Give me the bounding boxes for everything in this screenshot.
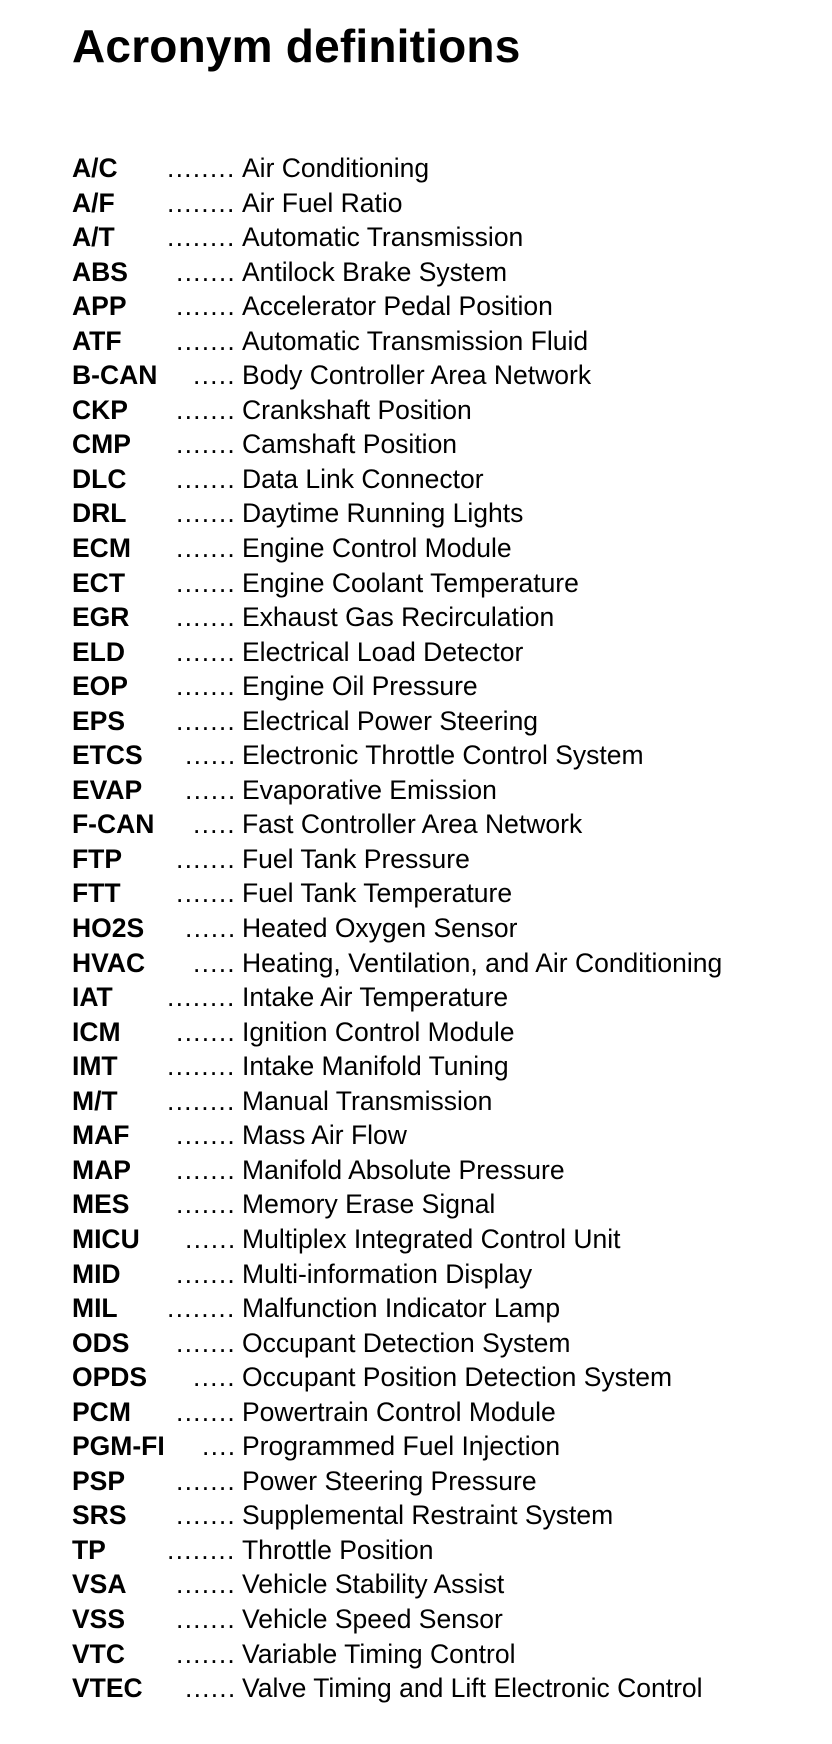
acronym-term: ABS bbox=[72, 256, 128, 287]
acronym-term: APP bbox=[72, 291, 127, 322]
dot-leader: ....... bbox=[176, 567, 236, 598]
acronym-row bbox=[72, 842, 812, 877]
acronym-term: PCM bbox=[72, 1396, 131, 1427]
acronym-row bbox=[72, 1533, 812, 1568]
acronym-row bbox=[72, 1049, 812, 1084]
acronym-definition: Fuel Tank Temperature bbox=[242, 878, 513, 909]
acronym-term: VTC bbox=[72, 1638, 125, 1669]
acronym-term: HO2S bbox=[72, 913, 145, 944]
acronym-row bbox=[72, 1187, 812, 1222]
acronym-term: MAP bbox=[72, 1154, 131, 1185]
acronym-row bbox=[72, 911, 812, 946]
acronym-definition: Daytime Running Lights bbox=[242, 498, 524, 529]
dot-leader: ....... bbox=[176, 1189, 236, 1220]
acronym-term: FTT bbox=[72, 878, 121, 909]
acronym-definition: Camshaft Position bbox=[242, 429, 458, 460]
acronym-row bbox=[72, 393, 812, 428]
dot-leader: ........ bbox=[167, 222, 236, 253]
dot-leader: ....... bbox=[176, 325, 236, 356]
acronym-row bbox=[72, 669, 812, 704]
dot-leader: ....... bbox=[176, 256, 236, 287]
acronym-definition: Valve Timing and Lift Electronic Control bbox=[242, 1673, 703, 1704]
acronym-definition: Occupant Position Detection System bbox=[242, 1362, 673, 1393]
acronym-term: ODS bbox=[72, 1327, 130, 1358]
acronym-row bbox=[72, 427, 812, 462]
dot-leader: ....... bbox=[176, 1327, 236, 1358]
acronym-definition: Throttle Position bbox=[242, 1534, 434, 1565]
acronym-term: B-CAN bbox=[72, 360, 158, 391]
acronym-definition: Engine Coolant Temperature bbox=[242, 567, 579, 598]
acronym-definition: Accelerator Pedal Position bbox=[242, 291, 553, 322]
acronym-row bbox=[72, 807, 812, 842]
acronym-row bbox=[72, 704, 812, 739]
acronym-definition: Memory Erase Signal bbox=[242, 1189, 496, 1220]
dot-leader: ...... bbox=[185, 740, 237, 771]
dot-leader: ....... bbox=[176, 636, 236, 667]
acronym-definition: Electronic Throttle Control System bbox=[242, 740, 644, 771]
acronym-row bbox=[72, 876, 812, 911]
dot-leader: ...... bbox=[185, 774, 237, 805]
acronym-row bbox=[72, 1257, 812, 1292]
acronym-term: IAT bbox=[72, 982, 113, 1013]
acronym-row bbox=[72, 1015, 812, 1050]
acronym-definition: Intake Air Temperature bbox=[242, 982, 509, 1013]
acronym-row bbox=[72, 1222, 812, 1257]
acronym-term: EPS bbox=[72, 705, 126, 736]
acronym-row bbox=[72, 946, 812, 981]
dot-leader: ..... bbox=[193, 809, 236, 840]
dot-leader: ....... bbox=[176, 463, 236, 494]
acronym-row bbox=[72, 1498, 812, 1533]
acronym-definition: Ignition Control Module bbox=[242, 1016, 515, 1047]
acronym-definition: Vehicle Speed Sensor bbox=[242, 1603, 503, 1634]
acronym-term: MIL bbox=[72, 1293, 118, 1324]
acronym-definition: Fast Controller Area Network bbox=[242, 809, 583, 840]
acronym-definition: Automatic Transmission bbox=[242, 222, 524, 253]
acronym-definition: Data Link Connector bbox=[242, 463, 484, 494]
acronym-term: TP bbox=[72, 1534, 106, 1565]
acronym-definition: Automatic Transmission Fluid bbox=[242, 325, 589, 356]
acronym-definition: Engine Oil Pressure bbox=[242, 671, 478, 702]
acronym-row bbox=[72, 738, 812, 773]
acronym-definition: Manual Transmission bbox=[242, 1085, 493, 1116]
dot-leader: ....... bbox=[176, 705, 236, 736]
dot-leader: ..... bbox=[193, 947, 236, 978]
acronym-definition: Variable Timing Control bbox=[242, 1638, 516, 1669]
acronym-definition: Electrical Power Steering bbox=[242, 705, 539, 736]
acronym-list bbox=[72, 151, 812, 1706]
dot-leader: ...... bbox=[185, 913, 237, 944]
dot-leader: ...... bbox=[185, 1223, 237, 1254]
acronym-row bbox=[72, 462, 812, 497]
acronym-definition: Mass Air Flow bbox=[242, 1120, 407, 1151]
acronym-row bbox=[72, 566, 812, 601]
acronym-definition: Evaporative Emission bbox=[242, 774, 497, 805]
acronym-row bbox=[72, 1637, 812, 1672]
acronym-definition: Multiplex Integrated Control Unit bbox=[242, 1223, 621, 1254]
acronym-row bbox=[72, 358, 812, 393]
dot-leader: ..... bbox=[193, 360, 236, 391]
dot-leader: ....... bbox=[176, 1258, 236, 1289]
acronym-term: ECT bbox=[72, 567, 125, 598]
page-title: Acronym definitions bbox=[72, 20, 521, 72]
dot-leader: ....... bbox=[176, 1465, 236, 1496]
dot-leader: ....... bbox=[176, 1154, 236, 1185]
acronym-definition: Heating, Ventilation, and Air Conditioning bbox=[242, 947, 723, 978]
acronym-term: F-CAN bbox=[72, 809, 155, 840]
acronym-term: M/T bbox=[72, 1085, 118, 1116]
dot-leader: ....... bbox=[176, 1120, 236, 1151]
dot-leader: ...... bbox=[185, 1673, 237, 1704]
acronym-term: DLC bbox=[72, 463, 127, 494]
acronym-definition: Occupant Detection System bbox=[242, 1327, 571, 1358]
acronym-definition: Electrical Load Detector bbox=[242, 636, 524, 667]
acronym-term: VSS bbox=[72, 1603, 126, 1634]
dot-leader: ........ bbox=[167, 1051, 236, 1082]
acronym-row bbox=[72, 1360, 812, 1395]
acronym-definition: Malfunction Indicator Lamp bbox=[242, 1293, 561, 1324]
acronym-row bbox=[72, 186, 812, 221]
dot-leader: ....... bbox=[176, 878, 236, 909]
dot-leader: ........ bbox=[167, 1534, 236, 1565]
acronym-term: IMT bbox=[72, 1051, 118, 1082]
acronym-term: VTEC bbox=[72, 1673, 143, 1704]
acronym-term: A/F bbox=[72, 187, 115, 218]
acronym-term: EGR bbox=[72, 602, 130, 633]
dot-leader: ....... bbox=[176, 533, 236, 564]
dot-leader: ........ bbox=[167, 1085, 236, 1116]
acronym-definition: Supplemental Restraint System bbox=[242, 1500, 614, 1531]
acronym-term: PGM-FI bbox=[72, 1431, 165, 1462]
acronym-term: EVAP bbox=[72, 774, 143, 805]
acronym-definition: Powertrain Control Module bbox=[242, 1396, 556, 1427]
acronym-term: HVAC bbox=[72, 947, 146, 978]
acronym-term: MAF bbox=[72, 1120, 130, 1151]
acronym-row bbox=[72, 1291, 812, 1326]
acronym-row bbox=[72, 1671, 812, 1706]
acronym-row bbox=[72, 1602, 812, 1637]
acronym-term: ECM bbox=[72, 533, 131, 564]
dot-leader: ....... bbox=[176, 1500, 236, 1531]
acronym-row bbox=[72, 980, 812, 1015]
acronym-definition: Manifold Absolute Pressure bbox=[242, 1154, 565, 1185]
acronym-definition: Engine Control Module bbox=[242, 533, 512, 564]
acronym-term: ELD bbox=[72, 636, 125, 667]
acronym-definition: Multi-information Display bbox=[242, 1258, 533, 1289]
acronym-definition: Programmed Fuel Injection bbox=[242, 1431, 561, 1462]
acronym-term: CMP bbox=[72, 429, 131, 460]
dot-leader: ....... bbox=[176, 1603, 236, 1634]
acronym-row bbox=[72, 496, 812, 531]
acronym-row bbox=[72, 1153, 812, 1188]
acronym-term: A/C bbox=[72, 153, 118, 183]
acronym-term: VSA bbox=[72, 1569, 127, 1600]
acronym-definition: Air Fuel Ratio bbox=[242, 187, 403, 218]
acronym-term: FTP bbox=[72, 843, 123, 874]
dot-leader: ..... bbox=[193, 1362, 236, 1393]
dot-leader: ........ bbox=[167, 982, 236, 1013]
acronym-row bbox=[72, 151, 812, 186]
acronym-term: EOP bbox=[72, 671, 128, 702]
acronym-term: ICM bbox=[72, 1016, 121, 1047]
dot-leader: ....... bbox=[176, 1016, 236, 1047]
acronym-row bbox=[72, 1567, 812, 1602]
dot-leader: ....... bbox=[176, 429, 236, 460]
acronym-definition: Air Conditioning bbox=[242, 153, 430, 183]
dot-leader: ....... bbox=[176, 1569, 236, 1600]
acronym-term: ETCS bbox=[72, 740, 143, 771]
acronym-term: CKP bbox=[72, 394, 128, 425]
acronym-row bbox=[72, 1395, 812, 1430]
acronym-row bbox=[72, 289, 812, 324]
acronym-term: MICU bbox=[72, 1223, 140, 1254]
acronym-definition: Vehicle Stability Assist bbox=[242, 1569, 505, 1600]
acronym-row bbox=[72, 1326, 812, 1361]
acronym-term: SRS bbox=[72, 1500, 127, 1531]
acronym-term: ATF bbox=[72, 325, 122, 356]
acronym-row bbox=[72, 255, 812, 290]
dot-leader: ........ bbox=[167, 153, 236, 183]
dot-leader: ....... bbox=[176, 1396, 236, 1427]
acronym-term: OPDS bbox=[72, 1362, 148, 1393]
acronym-definition: Body Controller Area Network bbox=[242, 360, 592, 391]
dot-leader: ....... bbox=[176, 498, 236, 529]
acronym-row bbox=[72, 635, 812, 670]
acronym-definition: Heated Oxygen Sensor bbox=[242, 913, 518, 944]
acronym-row bbox=[72, 220, 812, 255]
dot-leader: ........ bbox=[167, 187, 236, 218]
acronym-term: MID bbox=[72, 1258, 121, 1289]
dot-leader: .... bbox=[202, 1431, 237, 1462]
acronym-term: DRL bbox=[72, 498, 127, 529]
dot-leader: ....... bbox=[176, 394, 236, 425]
dot-leader: ....... bbox=[176, 843, 236, 874]
dot-leader: ....... bbox=[176, 602, 236, 633]
acronym-definition: Antilock Brake System bbox=[242, 256, 508, 287]
acronym-row bbox=[72, 1429, 812, 1464]
acronym-definition: Exhaust Gas Recirculation bbox=[242, 602, 555, 633]
acronym-definition: Power Steering Pressure bbox=[242, 1465, 537, 1496]
acronym-term: MES bbox=[72, 1189, 130, 1220]
acronym-row bbox=[72, 1084, 812, 1119]
dot-leader: ........ bbox=[167, 1293, 236, 1324]
acronym-term: A/T bbox=[72, 222, 115, 253]
acronym-definition: Crankshaft Position bbox=[242, 394, 472, 425]
dot-leader: ....... bbox=[176, 1638, 236, 1669]
acronym-row bbox=[72, 1118, 812, 1153]
acronym-row bbox=[72, 324, 812, 359]
dot-leader: ....... bbox=[176, 291, 236, 322]
acronym-row bbox=[72, 1464, 812, 1499]
acronym-row bbox=[72, 531, 812, 566]
acronym-definition: Intake Manifold Tuning bbox=[242, 1051, 509, 1082]
acronym-definition: Fuel Tank Pressure bbox=[242, 843, 470, 874]
acronym-row bbox=[72, 600, 812, 635]
acronym-row bbox=[72, 773, 812, 808]
dot-leader: ....... bbox=[176, 671, 236, 702]
acronym-term: PSP bbox=[72, 1465, 126, 1496]
